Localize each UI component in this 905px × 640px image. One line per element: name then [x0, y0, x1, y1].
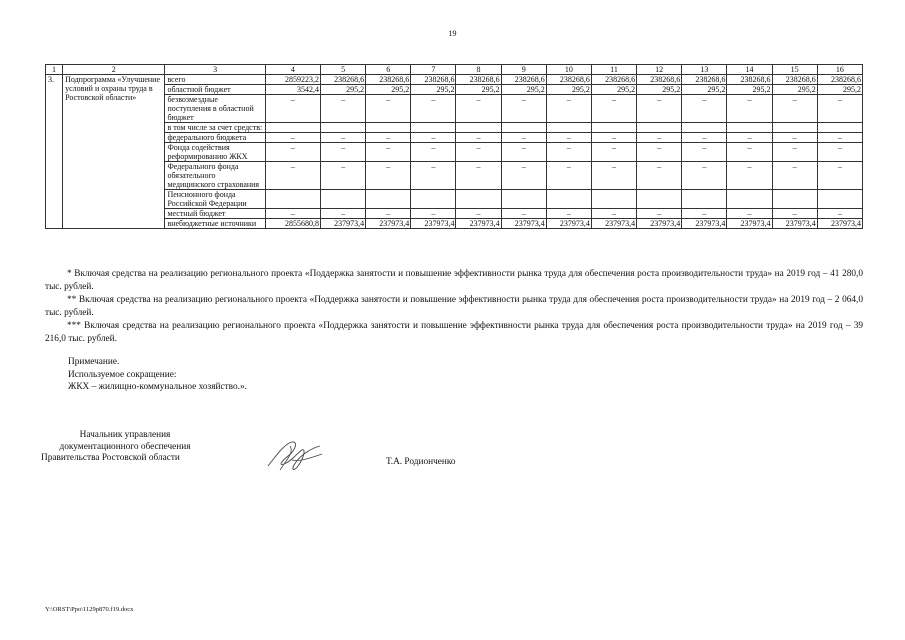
- value-cell: 238268,6: [682, 75, 727, 85]
- value-cell: 238268,6: [411, 75, 456, 85]
- value-cell: –: [591, 133, 636, 143]
- value-cell: –: [411, 133, 456, 143]
- value-cell: –: [682, 162, 727, 190]
- value-cell: 295,2: [637, 85, 682, 95]
- value-cell: –: [501, 133, 546, 143]
- column-header: 4: [265, 65, 320, 75]
- footnote: ** Включая средства на реализацию регионального проекта «Поддержка занятости и повышение эффективности рынка труда для обеспечения роста производительности труда» на 2019 год – 2 064,0 тыс. рублей.: [45, 295, 863, 318]
- column-header: 13: [682, 65, 727, 75]
- budget-table: [45, 64, 863, 229]
- value-cell: [637, 123, 682, 133]
- value-cell: –: [320, 95, 365, 123]
- value-cell: –: [501, 95, 546, 123]
- value-cell: 238268,6: [727, 75, 772, 85]
- value-cell: [456, 123, 501, 133]
- row-number: 3.: [46, 75, 63, 229]
- value-cell: –: [320, 133, 365, 143]
- table-row: [46, 209, 863, 219]
- value-cell: 237973,4: [727, 219, 772, 229]
- value-cell: –: [320, 143, 365, 162]
- value-cell: –: [366, 162, 411, 190]
- footnotes: [45, 268, 863, 346]
- value-cell: –: [682, 143, 727, 162]
- value-cell: 295,2: [456, 85, 501, 95]
- column-header: 15: [772, 65, 817, 75]
- table-row: [46, 190, 863, 209]
- column-header: 12: [637, 65, 682, 75]
- value-cell: –: [501, 209, 546, 219]
- program-name: Подпрограмма «Улучшение условий и охраны труда в Ростовской области»: [63, 75, 165, 229]
- value-cell: 295,2: [411, 85, 456, 95]
- value-cell: –: [265, 133, 320, 143]
- footnote: *** Включая средства на реализацию регионального проекта «Поддержка занятости и повышение эффективности рынка труда для обеспечения роста производительности труда» на 2019 год – 39 216,0 тыс. рублей.: [45, 321, 863, 344]
- value-cell: –: [682, 209, 727, 219]
- source-label: местный бюджет: [165, 209, 265, 219]
- value-cell: –: [682, 133, 727, 143]
- value-cell: –: [456, 95, 501, 123]
- value-cell: 238268,6: [501, 75, 546, 85]
- value-cell: –: [456, 143, 501, 162]
- value-cell: –: [265, 162, 320, 190]
- value-cell: 295,2: [817, 85, 862, 95]
- value-cell: 237973,4: [591, 219, 636, 229]
- value-cell: 238268,6: [637, 75, 682, 85]
- value-cell: [727, 123, 772, 133]
- value-cell: –: [265, 209, 320, 219]
- handwritten-signature: [262, 436, 326, 476]
- value-cell: [501, 190, 546, 209]
- value-cell: 237973,4: [637, 219, 682, 229]
- signer-name: Т.А. Родионченко: [386, 457, 456, 467]
- value-cell: 238268,6: [591, 75, 636, 85]
- table-row: [46, 85, 863, 95]
- value-cell: [546, 190, 591, 209]
- value-cell: –: [456, 133, 501, 143]
- value-cell: 295,2: [501, 85, 546, 95]
- column-header: 14: [727, 65, 772, 75]
- value-cell: [772, 123, 817, 133]
- value-cell: –: [682, 95, 727, 123]
- value-cell: 238268,6: [817, 75, 862, 85]
- value-cell: –: [366, 95, 411, 123]
- value-cell: –: [320, 209, 365, 219]
- value-cell: –: [727, 209, 772, 219]
- value-cell: –: [501, 162, 546, 190]
- value-cell: [727, 190, 772, 209]
- value-cell: –: [727, 143, 772, 162]
- value-cell: –: [411, 143, 456, 162]
- value-cell: –: [817, 133, 862, 143]
- value-cell: –: [637, 143, 682, 162]
- source-label: безвозмездные поступления в областной бюджет: [165, 95, 265, 123]
- value-cell: –: [366, 133, 411, 143]
- footer-file-path: Y:\ORST\Ppo\1129p870.f19.docx: [45, 606, 134, 613]
- value-cell: 237973,4: [366, 219, 411, 229]
- value-cell: [411, 123, 456, 133]
- value-cell: [265, 190, 320, 209]
- source-label: всего: [165, 75, 265, 85]
- value-cell: –: [546, 143, 591, 162]
- value-cell: 2859223,2: [265, 75, 320, 85]
- value-cell: 295,2: [727, 85, 772, 95]
- value-cell: –: [727, 95, 772, 123]
- source-label: в том числе за счет средств:: [165, 123, 265, 133]
- value-cell: –: [320, 162, 365, 190]
- source-label: Федерального фонда обязательного медицинского страхования: [165, 162, 265, 190]
- table-row: [46, 162, 863, 190]
- value-cell: –: [591, 143, 636, 162]
- value-cell: [456, 190, 501, 209]
- column-header: 5: [320, 65, 365, 75]
- value-cell: 295,2: [591, 85, 636, 95]
- remark-abbreviation: ЖКХ – жилищно-коммунальное хозяйство.».: [68, 382, 247, 392]
- value-cell: 295,2: [772, 85, 817, 95]
- remark-subtitle: Используемое сокращение:: [68, 369, 177, 380]
- value-cell: 237973,4: [546, 219, 591, 229]
- value-cell: –: [456, 209, 501, 219]
- value-cell: 237973,4: [411, 219, 456, 229]
- value-cell: [366, 123, 411, 133]
- table-row: [46, 75, 863, 85]
- column-header: 10: [546, 65, 591, 75]
- value-cell: –: [265, 95, 320, 123]
- value-cell: 295,2: [546, 85, 591, 95]
- value-cell: –: [366, 209, 411, 219]
- value-cell: –: [817, 143, 862, 162]
- value-cell: 237973,4: [772, 219, 817, 229]
- value-cell: [320, 190, 365, 209]
- table-row: [46, 219, 863, 229]
- value-cell: 238268,6: [320, 75, 365, 85]
- value-cell: [411, 190, 456, 209]
- value-cell: –: [637, 133, 682, 143]
- column-header: 8: [456, 65, 501, 75]
- value-cell: 295,2: [320, 85, 365, 95]
- value-cell: [772, 190, 817, 209]
- value-cell: [591, 123, 636, 133]
- value-cell: [501, 123, 546, 133]
- footnote: * Включая средства на реализацию регионального проекта «Поддержка занятости и повышение эффективности рынка труда для обеспечения роста производительности труда» на 2019 год – 41 280,0 тыс. рублей.: [45, 269, 863, 292]
- source-label: Фонда содействия реформированию ЖКХ: [165, 143, 265, 162]
- value-cell: –: [772, 133, 817, 143]
- value-cell: 237973,4: [456, 219, 501, 229]
- source-label: Пенсионного фонда Российской Федерации: [165, 190, 265, 209]
- value-cell: –: [637, 95, 682, 123]
- value-cell: –: [772, 209, 817, 219]
- value-cell: –: [637, 162, 682, 190]
- value-cell: –: [637, 209, 682, 219]
- value-cell: 238268,6: [546, 75, 591, 85]
- value-cell: –: [591, 95, 636, 123]
- value-cell: 238268,6: [366, 75, 411, 85]
- value-cell: –: [265, 143, 320, 162]
- value-cell: 295,2: [682, 85, 727, 95]
- value-cell: [817, 123, 862, 133]
- source-label: внебюджетные источники: [165, 219, 265, 229]
- remark-block: [68, 356, 247, 394]
- value-cell: –: [772, 143, 817, 162]
- value-cell: [682, 190, 727, 209]
- value-cell: 295,2: [366, 85, 411, 95]
- value-cell: 2855680,8: [265, 219, 320, 229]
- value-cell: –: [591, 162, 636, 190]
- value-cell: –: [366, 143, 411, 162]
- value-cell: –: [456, 162, 501, 190]
- value-cell: –: [727, 162, 772, 190]
- remark-title: Примечание.: [68, 357, 120, 367]
- value-cell: –: [501, 143, 546, 162]
- table-row: [46, 133, 863, 143]
- value-cell: [591, 190, 636, 209]
- value-cell: –: [546, 162, 591, 190]
- value-cell: –: [546, 95, 591, 123]
- value-cell: 238268,6: [456, 75, 501, 85]
- page-number: 19: [448, 29, 457, 38]
- value-cell: [366, 190, 411, 209]
- value-cell: [546, 123, 591, 133]
- signer-position: Начальник управления документационного обеспечения Правительства Ростовской области: [41, 430, 191, 463]
- column-header: 1: [46, 65, 63, 75]
- value-cell: [817, 190, 862, 209]
- table-row: [46, 143, 863, 162]
- column-header: 9: [501, 65, 546, 75]
- value-cell: –: [727, 133, 772, 143]
- value-cell: –: [411, 209, 456, 219]
- value-cell: [637, 190, 682, 209]
- value-cell: 237973,4: [501, 219, 546, 229]
- column-header: 3: [165, 65, 265, 75]
- column-header: 6: [366, 65, 411, 75]
- value-cell: –: [817, 162, 862, 190]
- value-cell: 237973,4: [320, 219, 365, 229]
- value-cell: –: [411, 162, 456, 190]
- table-row: [46, 123, 863, 133]
- value-cell: –: [411, 95, 456, 123]
- column-header: 7: [411, 65, 456, 75]
- value-cell: 238268,6: [772, 75, 817, 85]
- value-cell: 237973,4: [682, 219, 727, 229]
- column-header: 2: [63, 65, 165, 75]
- value-cell: –: [591, 209, 636, 219]
- value-cell: –: [817, 95, 862, 123]
- value-cell: –: [772, 95, 817, 123]
- value-cell: –: [546, 133, 591, 143]
- column-header: 11: [591, 65, 636, 75]
- value-cell: [320, 123, 365, 133]
- source-label: федерального бюджета: [165, 133, 265, 143]
- value-cell: –: [546, 209, 591, 219]
- value-cell: 237973,4: [817, 219, 862, 229]
- value-cell: –: [817, 209, 862, 219]
- value-cell: –: [772, 162, 817, 190]
- column-header: 16: [817, 65, 862, 75]
- value-cell: 3542,4: [265, 85, 320, 95]
- source-label: областной бюджет: [165, 85, 265, 95]
- value-cell: [682, 123, 727, 133]
- value-cell: [265, 123, 320, 133]
- table-row: [46, 95, 863, 123]
